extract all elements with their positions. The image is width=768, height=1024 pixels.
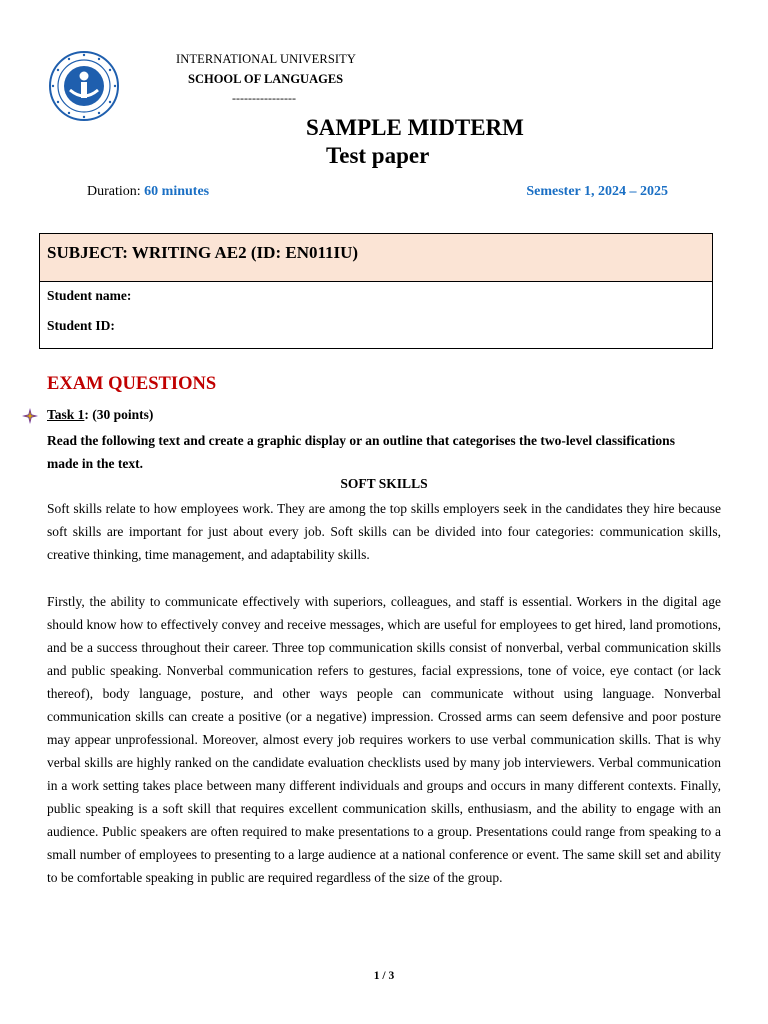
duration-value: 60 minutes <box>144 184 210 199</box>
student-id-field[interactable]: Student ID: <box>47 318 115 333</box>
university-name: INTERNATIONAL UNIVERSITY <box>176 52 357 66</box>
semester: Semester 1, 2024 – 2025 <box>526 184 668 199</box>
page-subtitle: Test paper <box>326 143 430 168</box>
task-instruction: Read the following text and create a graphic display or an outline that categorises the two-level classifications made in the text. <box>47 433 675 471</box>
school-name: SCHOOL OF LANGUAGES <box>188 72 344 86</box>
subject-title: SUBJECT: WRITING AE2 (ID: EN011IU) <box>47 243 359 262</box>
header-divider: ---------------- <box>232 91 296 105</box>
student-name-field[interactable]: Student name: <box>47 288 132 303</box>
duration <box>87 184 209 200</box>
task-1-heading <box>47 407 153 423</box>
page-number: 1 / 3 <box>373 970 395 982</box>
text-title: SOFT SKILLS <box>340 476 428 491</box>
task-label: Task 1 <box>47 407 85 422</box>
exam-questions-heading: EXAM QUESTIONS <box>47 374 217 394</box>
subject-box <box>39 233 713 349</box>
bullet-star-icon <box>22 408 38 424</box>
task-points: : (30 points) <box>84 407 154 422</box>
page-title: SAMPLE MIDTERM <box>306 115 524 140</box>
paragraph-1: Soft skills relate to how employees work. They are among the top skills employers seek in the candidates they hire because soft skills are important for just about every job. Soft skills can be divided into four categories: communication skills, creative thinking, time management, and adaptability skills. <box>47 501 721 562</box>
paragraph-2: Firstly, the ability to communicate effectively with superiors, colleagues, and staff is essential. Workers in the digital age should know how to effectively convey and receive messages, which are useful for employees to get hired, land promotions, and be a success throughout their career. Three top communication skills consist of nonverbal, verbal communication skills and public speaking. Nonverbal communication refers to gestures, facial expressions, tone of voice, eye contact (or lack thereof), body language, posture, and other ways people can communicate without using language. Nonverbal communication skills can create a positive (or a negative) impression. Crossed arms can seem defensive and poor posture may appear unprofessional. Moreover, almost every job requires workers to use verbal communication skills. That is why verbal skills are highly ranked on the candidate evaluation checklists used by many job interviewers. Verbal communication in a work setting takes place between many different individuals and groups and occurs in many different contexts. Finally, public speaking is a soft skill that requires excellent communication skills, enthusiasm, and the ability to engage with an audience. Public speakers are often required to make presentations to a group. Presentations could range from speaking to a small number of employees to presenting to a large audience at a national conference or event. The same skill set and ability to be comfortable speaking in public are required regardless of the size of the group. <box>47 594 721 885</box>
subject-header <box>40 234 712 282</box>
university-logo <box>48 50 120 122</box>
duration-label: Duration: <box>87 184 145 199</box>
